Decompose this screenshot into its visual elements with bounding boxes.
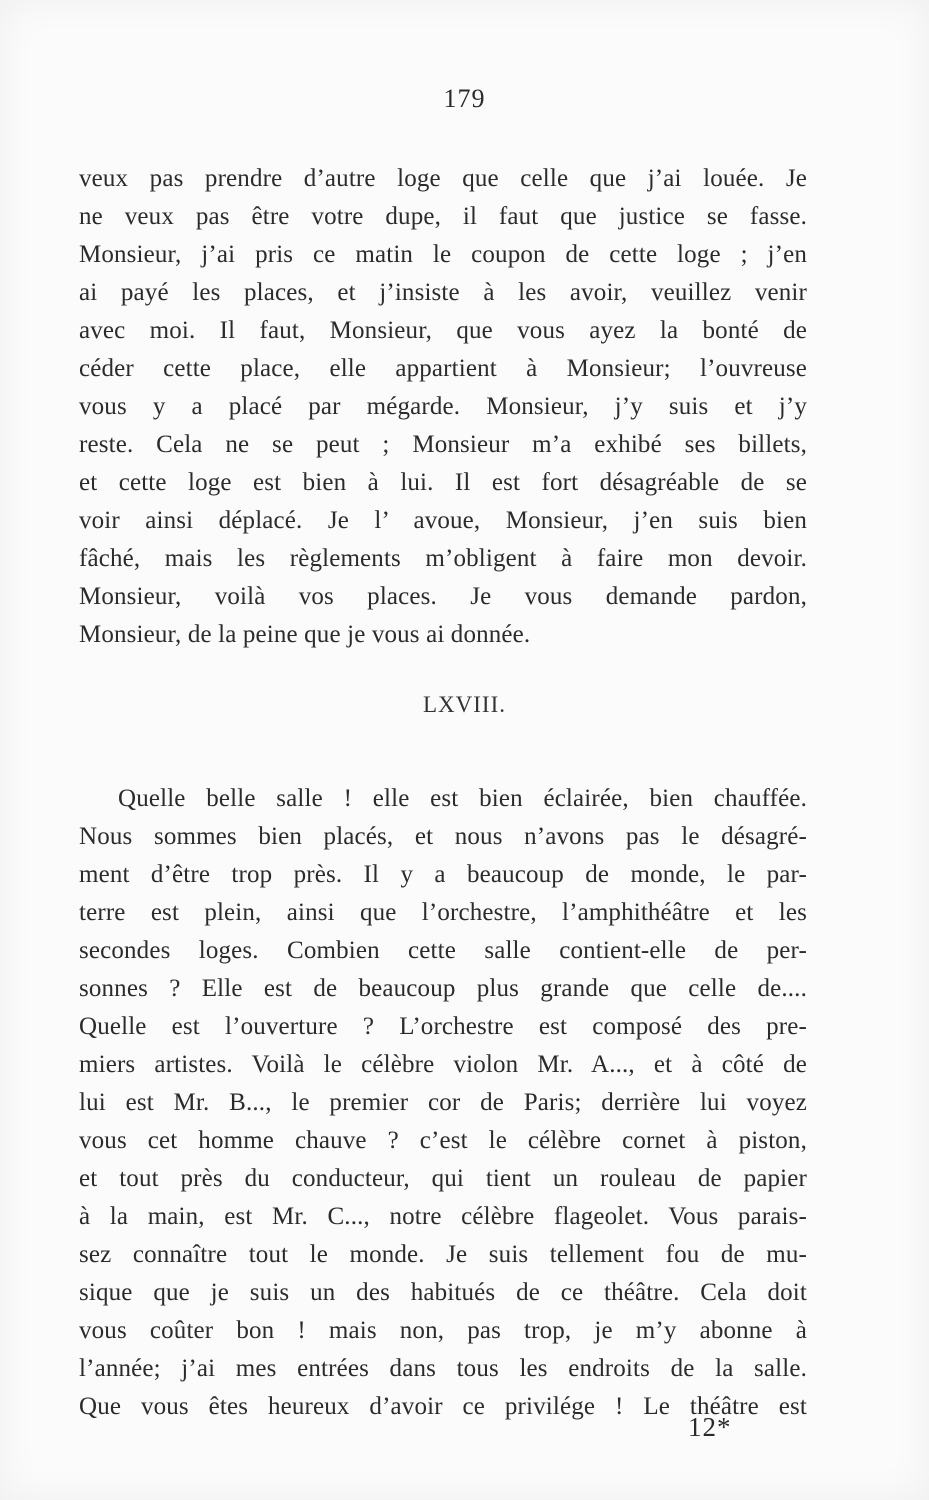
text-line: Monsieur, j’ai pris ce matin le coupon de cette loge ; j’en xyxy=(79,241,807,268)
text-line: Monsieur, de la peine que je vous ai donnée. xyxy=(79,621,531,648)
page-number: 179 xyxy=(443,84,486,113)
text-line: sonnes ? Elle est de beaucoup plus grande que celle de.... xyxy=(79,975,807,1002)
text-line: sez connaître tout le monde. Je suis tellement fou de mu- xyxy=(79,1241,807,1268)
text-line: Quelle belle salle ! elle est bien éclairée, bien chauffée. xyxy=(118,785,807,812)
text-line: fâché, mais les règlements m’obligent à faire mon devoir. xyxy=(79,545,807,572)
section-heading: LXVIII. xyxy=(423,692,506,717)
text-line: vous cet homme chauve ? c’est le célèbre cornet à piston, xyxy=(79,1127,807,1154)
text-line: terre est plein, ainsi que l’orchestre, l’amphithéâtre et les xyxy=(79,899,807,926)
text-line: lui est Mr. B..., le premier cor de Paris; derrière lui voyez xyxy=(79,1089,807,1116)
text-line: vous y a placé par mégarde. Monsieur, j’y suis et j’y xyxy=(79,393,807,420)
text-line: secondes loges. Combien cette salle contient-elle de per- xyxy=(79,937,807,964)
text-line: céder cette place, elle appartient à Monsieur; l’ouvreuse xyxy=(79,355,807,382)
text-line: avec moi. Il faut, Monsieur, que vous ayez la bonté de xyxy=(79,317,807,344)
text-line: miers artistes. Voilà le célèbre violon Mr. A..., et à côté de xyxy=(79,1051,807,1078)
text-line: et cette loge est bien à lui. Il est fort désagréable de se xyxy=(79,469,807,496)
text-line: ment d’être trop près. Il y a beaucoup de monde, le par- xyxy=(79,861,807,888)
text-line: veux pas prendre d’autre loge que celle que j’ai louée. Je xyxy=(79,165,807,192)
text-line: voir ainsi déplacé. Je l’ avoue, Monsieur, j’en suis bien xyxy=(79,507,807,534)
text-line: l’année; j’ai mes entrées dans tous les endroits de la salle. xyxy=(79,1355,807,1382)
text-line: Que vous êtes heureux d’avoir ce privilége ! Le théâtre est xyxy=(79,1393,807,1420)
signature-mark: 12* xyxy=(688,1412,732,1442)
text-line: ai payé les places, et j’insiste à les avoir, veuillez venir xyxy=(79,279,807,306)
text-line: à la main, est Mr. C..., notre célèbre flageolet. Vous parais- xyxy=(79,1203,807,1230)
text-line: vous coûter bon ! mais non, pas trop, je m’y abonne à xyxy=(79,1317,807,1344)
text-line: Monsieur, voilà vos places. Je vous demande pardon, xyxy=(79,583,807,610)
text-line: sique que je suis un des habitués de ce théâtre. Cela doit xyxy=(79,1279,807,1306)
text-line: Nous sommes bien placés, et nous n’avons pas le désagré- xyxy=(79,823,807,850)
text-line: ne veux pas être votre dupe, il faut que justice se fasse. xyxy=(79,203,807,230)
text-line: et tout près du conducteur, qui tient un rouleau de papier xyxy=(79,1165,807,1192)
text-line: Quelle est l’ouverture ? L’orchestre est composé des pre- xyxy=(79,1013,807,1040)
text-line: reste. Cela ne se peut ; Monsieur m’a exhibé ses billets, xyxy=(79,431,807,458)
